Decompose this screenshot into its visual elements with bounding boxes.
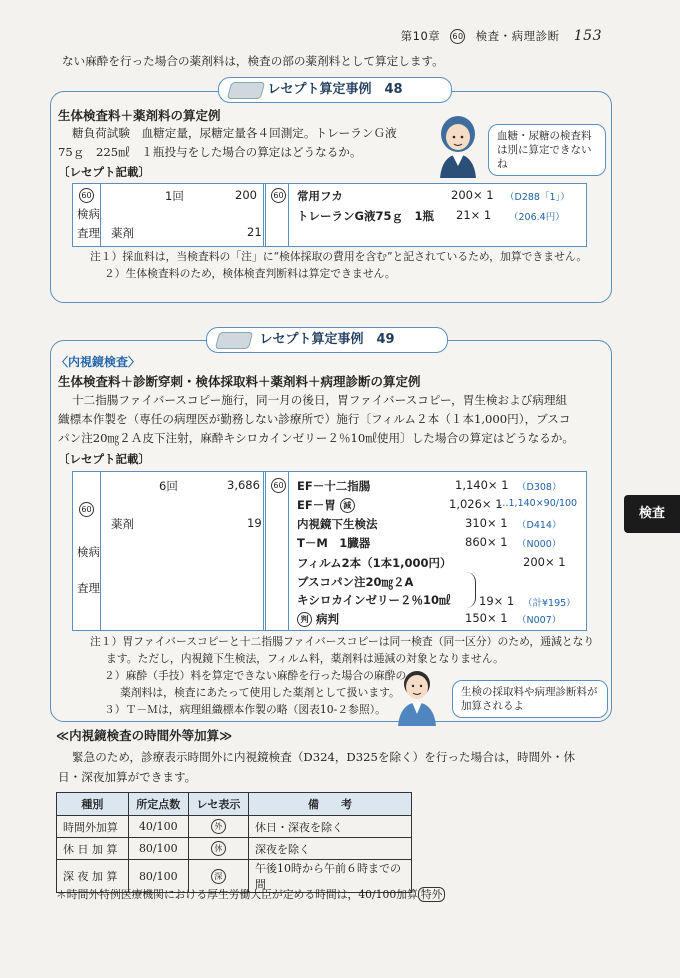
case49-note1b: ます。ただし，内視鏡下生検法，フィルム料，薬剤料は逓減の対象となりません。 [106, 652, 504, 665]
case49-drug-label: 薬剤 [111, 517, 134, 531]
case49-row1-ref: …1,140×90/100 [499, 498, 578, 509]
case48-speech-bubble [488, 124, 606, 176]
case49-right-code: 60 [271, 478, 286, 493]
woman-character-icon [430, 112, 488, 178]
section-title: 検査・病理診断 [475, 29, 560, 43]
col-header: 所定点数 [128, 793, 188, 816]
col-header: レセ表示 [188, 793, 248, 816]
case48-heading: 生体検査料＋薬剤料の算定例 [58, 108, 221, 123]
case49-row6-item: キシロカインゼリー２％10㎖ [297, 593, 451, 607]
case49-banner [206, 327, 448, 353]
table-row [57, 816, 412, 838]
case49-row3-ref: （N000） [517, 539, 562, 550]
table-cell: 時間外加算 [57, 816, 129, 838]
case49-row6-ref: （計¥195） [523, 598, 576, 609]
table-cell: 40/100 [128, 816, 188, 838]
overtime-footnote [56, 886, 445, 903]
case49-body2: 織標本作製を（専任の病理医が勤務しない診療所で）施行〔フィルム２本（１本1,000円），ブスコ [58, 412, 571, 426]
case49-row2-ref: （D414） [517, 520, 562, 531]
case48-body2: 75ｇ 225㎖ １瓶投与をした場合の算定はどうなるか。 [58, 145, 362, 159]
case48-count: 1回 [165, 189, 184, 203]
case49-row6-calc: 19× 1 [479, 594, 515, 608]
intro-line: ない麻酔を行った場合の薬剤料は，検査の部の薬剤料として算定します。 [62, 54, 444, 68]
case48-receipt-table [72, 183, 587, 247]
case48-drug-label: 薬剤 [111, 226, 134, 240]
case49-row2-calc: 310× 1 [465, 516, 508, 530]
case49-row0-item: EF－十二指腸 [297, 479, 371, 493]
col-header: 種別 [57, 793, 129, 816]
overtime-body2: 日・深夜加算ができます。 [58, 770, 197, 784]
case49-note3: ３）Ｔ－Ｍは，病理組織標本作製の略（図表10-２参照）。 [104, 703, 386, 716]
case49-bubble-text: 生検の採取料や病理診断料が加算されるよ [461, 686, 598, 712]
table-cell-mark: 休 [211, 841, 226, 856]
bracket [465, 572, 476, 608]
case49-row7-mark: 判 [297, 612, 312, 627]
case48-row1-ref: （206.4円） [509, 212, 565, 223]
case49-points: 3,686 [227, 478, 260, 492]
case49-cat2: 査理 [77, 581, 100, 595]
case48-row1-item: トレーランG液75ｇ 1瓶 [297, 209, 434, 223]
overtime-table [56, 792, 412, 893]
side-tab-kensa[interactable]: 検査 [624, 495, 680, 533]
case48-points: 200 [235, 188, 257, 202]
page-number: 153 [573, 28, 602, 44]
case49-left-code: 60 [79, 502, 94, 517]
case49-row5-item: ブスコパン注20㎎２A [297, 575, 414, 589]
col-header: 備 考 [249, 793, 412, 816]
case49-row0-ref: （D308） [517, 482, 562, 493]
table-cell: 午後10時から午前６時までの間 [249, 860, 412, 893]
chapter-label: 第10章 [400, 29, 441, 43]
overtime-title: ≪内視鏡検査の時間外等加算≫ [56, 728, 233, 743]
case49-row3-calc: 860× 1 [465, 535, 508, 549]
section-number: 60 [450, 29, 465, 44]
table-cell: 深夜を除く [249, 838, 412, 860]
case48-note2: ２）生体検査料のため，検体検査判断料は算定できません。 [104, 267, 396, 280]
case49-body3: パン注20㎎２Ａ皮下注射，麻酔キシロカインゼリー２％10㎖使用〕した場合の算定はどうなるか。 [58, 431, 574, 445]
overtime-footnote-text: ＊時間外特例医療機関における厚生労働大臣が定める時間は，40/100加算 [56, 888, 418, 901]
case49-count: 6回 [159, 479, 178, 493]
case49-row1-calc: 1,026× 1 [449, 497, 503, 511]
case49-row0-calc: 1,140× 1 [455, 478, 509, 492]
case48-body1: 糖負荷試験 血糖定量，尿糖定量各４回測定。トレーランＧ液 [72, 126, 397, 140]
case49-note1: 注１）胃ファイバースコピーと十二指腸ファイバースコピーは同一検査（同一区分）のため，逓減となり [90, 635, 595, 648]
case48-bubble-text: 血糖・尿糖の検査料は別に算定できないね [497, 130, 592, 170]
table-cell: 休日・深夜を除く [249, 816, 412, 838]
table-cell-mark: 外 [211, 819, 226, 834]
table-header-row [57, 793, 412, 816]
case49-receipt-label: 〔レセプト記載〕 [58, 452, 150, 466]
table-cell: 休 日 加 算 [57, 838, 129, 860]
case49-row7-item: 病判 [316, 612, 340, 626]
case48-receipt-label: 〔レセプト記載〕 [58, 165, 150, 179]
case48-row0-item: 常用フカ [297, 189, 343, 203]
receipt-icon [227, 82, 266, 99]
case49-row7-ref: （N007） [517, 615, 562, 626]
case48-row1-calc: 21× 1 [456, 208, 492, 222]
case49-note2: ２）麻酔（手技）料を算定できない麻酔を行った場合の麻酔の [104, 669, 407, 682]
case49-row1-mark: 減 [340, 498, 355, 513]
case49-speech-bubble [452, 680, 608, 718]
case49-row3-item: T－M 1臓器 [297, 536, 371, 550]
overtime-body1: 緊急のため，診療表示時間外に内視鏡検査（D324，D325を除く）を行った場合は，時間外・休 [72, 750, 575, 764]
case49-row4-calc: 200× 1 [523, 555, 566, 569]
case49-row2-item: 内視鏡下生検法 [297, 517, 378, 531]
case49-cat1: 検病 [77, 545, 100, 559]
case49-receipt-table [72, 471, 587, 631]
case48-row0-calc: 200× 1 [451, 188, 494, 202]
case49-tag: 〈内視鏡検査〉 [56, 355, 141, 369]
table-cell: 80/100 [128, 860, 188, 893]
case49-row1-item: EF－胃 [297, 498, 336, 512]
receipt-icon [215, 332, 254, 349]
man-character-icon [392, 666, 442, 726]
case48-right-code: 60 [271, 188, 286, 203]
case49-banner-text: レセプト算定事例 49 [259, 332, 395, 347]
case48-note1: 注１）採血料は，当検査料の「注」に“検体採取の費用を含む”と記されているため，加算できません。 [90, 250, 588, 263]
table-cell: 80/100 [128, 838, 188, 860]
case48-cat2: 査理 [77, 226, 100, 240]
case48-banner-text: レセプト算定事例 48 [267, 82, 403, 97]
case49-body1: 十二指腸ファイバースコピー施行，同一月の後日，胃ファイバースコピー，胃生検および病理組 [72, 393, 568, 407]
case48-cat1: 検病 [77, 207, 100, 221]
case48-row0-ref: （D288「1」） [505, 192, 570, 203]
table-cell-mark: 深 [211, 869, 226, 884]
case48-banner [218, 77, 452, 103]
page-header [401, 28, 602, 44]
table-cell: 深 夜 加 算 [57, 860, 129, 893]
case49-row4-item: フィルム2本（1本1,000円） [297, 556, 452, 570]
overtime-footnote-mark: 特外 [418, 887, 446, 902]
case49-note2b: 薬剤料は，検査にあたって使用した薬剤として扱います。 [120, 686, 400, 699]
case48-left-code: 60 [79, 188, 94, 203]
case49-heading: 生体検査料＋診断穿刺・検体採取料＋薬剤料＋病理診断の算定例 [58, 374, 421, 389]
case48-drug-points: 21 [247, 225, 262, 239]
table-row [57, 838, 412, 860]
case49-drug-points: 19 [247, 516, 262, 530]
case49-row7-calc: 150× 1 [465, 611, 508, 625]
